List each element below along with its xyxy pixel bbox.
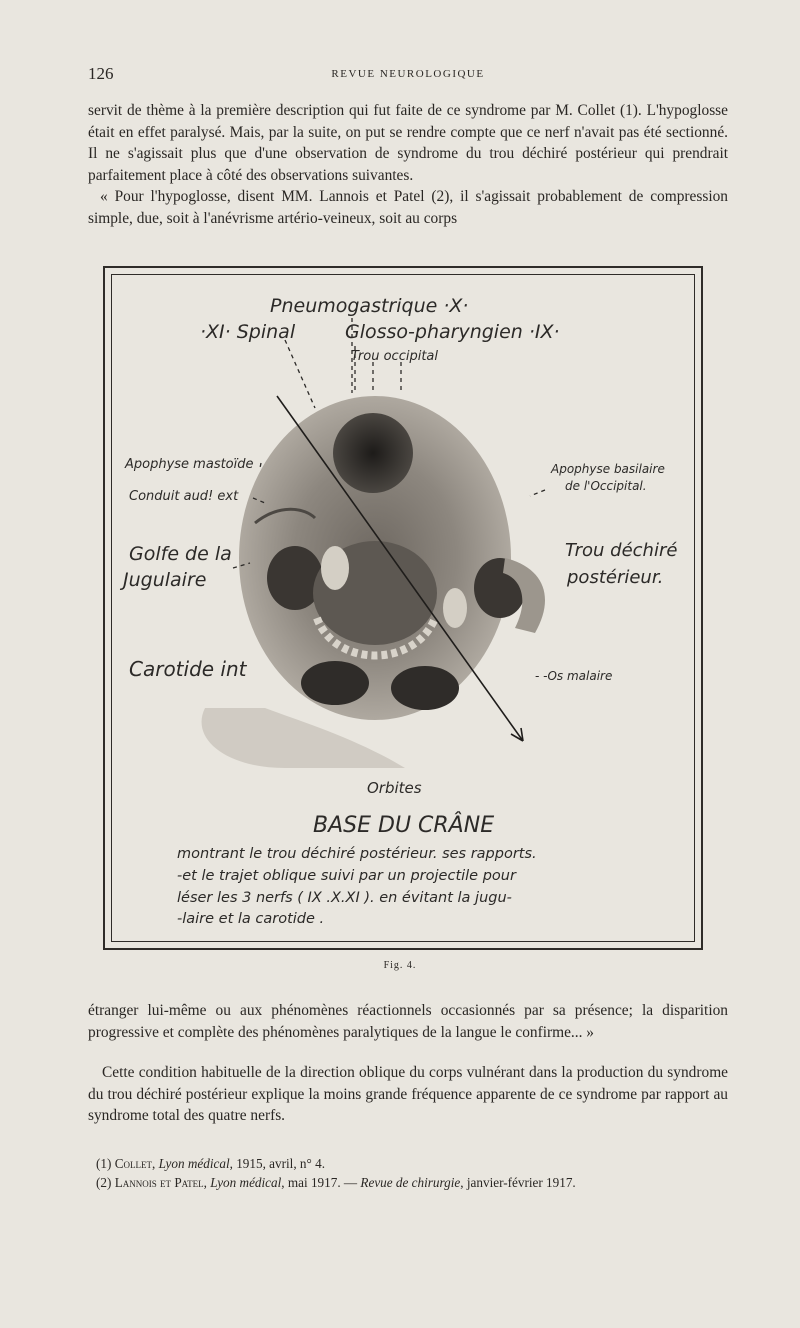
journal-title: REVUE NEUROLOGIQUE	[331, 68, 485, 80]
label-apophyse-basilaire-2: de l'Occipital.	[565, 479, 647, 493]
label-os-malaire: - -Os malaire	[535, 669, 613, 683]
label-spinal: ·XI· Spinal	[200, 321, 296, 343]
label-pneumogastrique: Pneumogastrique ·X·	[270, 295, 469, 317]
skull-base-figure	[105, 268, 705, 952]
label-apophyse-mastoide: Apophyse mastoïde	[125, 457, 254, 472]
footnote-details: , janvier-février 1917.	[460, 1175, 576, 1190]
footnotes	[96, 1154, 736, 1192]
figure-frame	[103, 266, 703, 950]
guide-lines	[233, 318, 545, 568]
label-orbites: Orbites	[367, 779, 422, 797]
label-trou-dechire-2: postérieur.	[567, 567, 664, 588]
figure-title: BASE DU CRÂNE	[313, 813, 495, 838]
figure-legend-line: léser les 3 nerfs ( IX .X.XI ). en évitant la jugu-	[177, 890, 512, 906]
footnote-journal: Lyon médical	[158, 1156, 230, 1171]
paragraph-4: Cette condition habituelle de la direction oblique du corps vulnérant dans la production du syndrome du trou déchiré postérieur explique la moins grande fréquence apparente de ce syndrome par rapport au syndrome total des quatre nerfs.	[88, 1064, 728, 1125]
footnote-author: Lannois et Patel	[114, 1175, 204, 1190]
footnote-number: (1)	[96, 1156, 112, 1171]
label-conduit-auditif: Conduit aud! ext	[129, 489, 239, 504]
foramen-magnum	[333, 413, 413, 493]
label-carotide: Carotide int	[129, 657, 247, 681]
figure-legend-line: montrant le trou déchiré postérieur. ses rapports.	[177, 846, 537, 862]
footnote: (1) Collet, Lyon médical, 1915, avril, n° 4.	[96, 1156, 325, 1171]
footnote-journal: Revue de chirurgie	[360, 1175, 461, 1190]
paragraph-2: « Pour l'hypoglosse, disent MM. Lannois et Patel (2), il s'agissait probablement de compression simple, due, soit à l'anévrisme artério-veineux, soit au corps	[88, 188, 728, 227]
label-golfe-line1: Golfe de la	[129, 543, 232, 565]
footnote-journal: Lyon médical	[210, 1175, 282, 1190]
label-glosso-pharyngien: Glosso-pharyngien ·IX·	[345, 321, 560, 343]
footnote-number: (2)	[96, 1175, 112, 1190]
figure-legend-line: -et le trajet oblique suivi par un projectile pour	[177, 868, 516, 884]
figure-caption: Fig. 4.	[383, 960, 417, 971]
footnote-details: , mai 1917. —	[281, 1175, 361, 1190]
projectile-trajectory-arrow	[277, 396, 523, 741]
body-paragraph	[88, 100, 728, 230]
page-number: 126	[88, 64, 114, 83]
running-head	[88, 64, 728, 86]
label-golfe-line2: Jugulaire	[123, 569, 207, 591]
paragraph-1: servit de thème à la première description qui fut faite de ce syndrome par M. Collet (1). L'hypoglosse était en effet paralysé. Mais, par la suite, on put se rendre compte que ce nerf n'avait pas été sectionné. Il ne s'agissait plus que d'une observation de syndrome du trou déchiré postérieur qui prendrait parfaitement place à côté des observations suivantes.	[88, 102, 728, 184]
footnote-details: , 1915, avril, n° 4.	[229, 1156, 325, 1171]
figure-legend-line: -laire et la carotide .	[177, 911, 325, 927]
label-trou-dechire-1: Trou déchiré	[565, 540, 678, 561]
skull-photo	[202, 396, 545, 768]
footnote: (2) Lannois et Patel, Lyon médical, mai 1917. — Revue de chirurgie, janvier-février 1917.	[96, 1175, 576, 1190]
paragraph-3: étranger lui-même ou aux phénomènes réactionnels occasionnés par sa présence; la disparition progressive et complète des phénomènes paralytiques de la langue le confirme... »	[88, 1002, 728, 1041]
label-apophyse-basilaire-1: Apophyse basilaire	[551, 462, 665, 476]
label-trou-occipital: Trou occipital	[351, 349, 439, 364]
footnote-author: Collet	[114, 1156, 152, 1171]
